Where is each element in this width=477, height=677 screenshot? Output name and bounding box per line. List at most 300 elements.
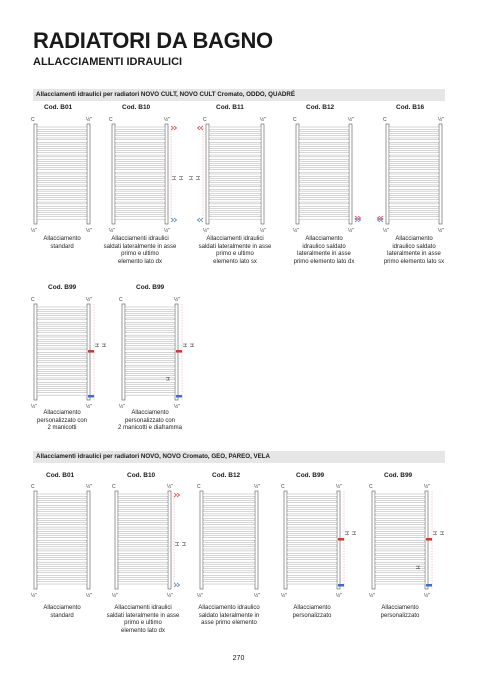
side-tube-left: [34, 491, 37, 589]
radiator-bar: [118, 512, 168, 514]
radiator-bar: [37, 393, 87, 395]
radiator-bar: [203, 582, 255, 584]
label-half-bottom-right: ½": [86, 228, 92, 234]
radiator-bar: [287, 551, 337, 553]
item-code: Cod. B10: [127, 472, 156, 479]
radiator-bar: [375, 503, 425, 505]
radiator-bar: [115, 217, 165, 219]
item-code: Cod. B12: [212, 472, 241, 479]
radiator-bar: [375, 582, 425, 584]
radiator-bar: [37, 140, 87, 142]
height-label: H: [433, 531, 439, 536]
radiator-bar: [115, 136, 165, 138]
radiator-bar: [203, 555, 255, 557]
radiator-bar: [115, 183, 165, 185]
radiator-bar: [125, 328, 175, 330]
radiator-bar: [203, 547, 255, 549]
radiator-bar: [37, 320, 87, 322]
height-label: H: [175, 542, 181, 546]
item-caption: Allacciamento personalizzato con 2 manicotti: [36, 410, 88, 431]
radiator-bar: [209, 153, 261, 155]
radiator-bar: [125, 367, 175, 369]
label-half-top: ½": [254, 484, 260, 490]
radiator-bar: [209, 187, 261, 189]
radiator-bar: [375, 555, 425, 557]
item-code: Cod. B99: [136, 284, 165, 291]
radiator-bar: [299, 191, 349, 193]
label-c: C: [119, 297, 123, 303]
radiator-bar: [375, 520, 425, 522]
label-c: C: [31, 117, 35, 123]
radiator-bar: [287, 555, 337, 557]
radiator-bar: [118, 551, 168, 553]
radiator-bar: [375, 507, 425, 509]
label-half-top: ½": [348, 117, 354, 123]
radiator-bar: [287, 542, 337, 544]
radiator-bar: [287, 568, 337, 570]
item-caption: Allacciamento idraulico saldato lateralmente in asse primo elemento lato dx: [293, 236, 355, 265]
radiator-bar: [299, 208, 349, 210]
radiator-bar: [37, 131, 87, 133]
radiator-bar: [203, 516, 255, 518]
radiator-bar: [209, 136, 261, 138]
radiator-bar: [203, 573, 255, 575]
label-half-bottom-right: ½": [254, 593, 260, 599]
radiator-bar: [37, 516, 87, 518]
radiator-bar: [209, 157, 261, 159]
height-label: H: [416, 565, 422, 570]
radiator-bar: [287, 582, 337, 584]
radiator-bar: [118, 568, 168, 570]
radiator-bar: [299, 212, 349, 214]
radiator-bar: [203, 551, 255, 553]
hot-manifold: [426, 538, 432, 541]
item-code: Cod. B99: [48, 284, 77, 291]
radiator-bar: [209, 140, 261, 142]
height-label: H: [166, 376, 172, 381]
radiator-bar: [125, 311, 175, 313]
section-heading-1: Allacciamenti idraulici per radiatori NOVO CULT, NOVO CULT Cromato, ODDO, QUADRÉ: [33, 89, 445, 101]
label-c: C: [203, 117, 207, 123]
radiator-bar: [389, 148, 439, 150]
radiator-bar: [125, 363, 175, 365]
item-caption: Allacciamenti idraulici saldati lateralmente in asse primo e ultimo elemento lato dx: [103, 236, 177, 265]
radiator-bar: [37, 157, 87, 159]
radiator-bar: [37, 148, 87, 150]
label-half-bottom-left: ½": [197, 593, 203, 599]
radiator-bar: [37, 354, 87, 356]
radiator-bar: [375, 494, 425, 496]
cold-arrow-icon: [174, 583, 177, 587]
radiator-bar: [37, 564, 87, 566]
hot-manifold: [176, 350, 182, 353]
item-caption: Allacciamenti idraulici saldati lateralmente in asse primo e ultimo elemento lato dx: [106, 605, 180, 634]
cold-arrow-icon: [174, 218, 177, 222]
radiator-bar: [37, 573, 87, 575]
radiator-bar: [125, 320, 175, 322]
radiator-bar: [203, 520, 255, 522]
cold-manifold: [176, 395, 182, 398]
cold-manifold: [338, 584, 344, 587]
radiator-bar: [287, 538, 337, 540]
page-title: RADIATORI DA BAGNO: [33, 28, 273, 53]
radiator-bar: [37, 551, 87, 553]
radiator-bar: [37, 178, 87, 180]
radiator-bar: [287, 529, 337, 531]
label-c: C: [281, 484, 285, 490]
hot-arrow-icon: [201, 126, 204, 130]
height-label: H: [172, 176, 178, 180]
item-caption: Allacciamento personalizzato con 2 manicotti e diaframma: [117, 410, 183, 431]
cold-arrow-icon: [171, 218, 174, 222]
side-tube-left: [372, 491, 375, 589]
radiator-bar: [37, 380, 87, 382]
label-half-top: ½": [336, 484, 342, 490]
page-subtitle: ALLACCIAMENTI IDRAULICI: [33, 56, 183, 68]
radiator-bar: [287, 520, 337, 522]
section-heading-2: Allacciamenti idraulici per radiatori NOVO, NOVO Cromato, GEO, PAREO, VELA: [33, 451, 445, 463]
radiator-bar: [203, 507, 255, 509]
item-code: Cod. B11: [216, 104, 244, 111]
label-c: C: [31, 297, 35, 303]
radiator-bar: [115, 204, 165, 206]
radiator-bar: [375, 516, 425, 518]
radiator-bar: [37, 337, 87, 339]
radiator-bar: [125, 341, 175, 343]
hot-arrow-icon: [171, 126, 174, 130]
radiator-bar: [299, 127, 349, 129]
radiator-bar: [389, 217, 439, 219]
hot-arrow-icon: [174, 493, 177, 497]
label-c: C: [293, 117, 297, 123]
radiator-bar: [118, 538, 168, 540]
radiator-bar: [389, 208, 439, 210]
radiator-bar: [203, 529, 255, 531]
radiator-bar: [203, 538, 255, 540]
radiator-bar: [125, 307, 175, 309]
radiator-bar: [375, 533, 425, 535]
radiator-bar: [37, 512, 87, 514]
radiator-bar: [115, 170, 165, 172]
item-code: Cod. B16: [396, 104, 425, 111]
radiator-bar: [118, 498, 168, 500]
radiator-bar: [299, 153, 349, 155]
radiator-bar: [299, 131, 349, 133]
radiator-bar: [299, 195, 349, 197]
radiator-bar: [37, 170, 87, 172]
radiator-bar: [37, 376, 87, 378]
item-caption: Allacciamento personalizzato: [292, 605, 332, 619]
radiator-bar: [115, 144, 165, 146]
radiator-bar: [37, 350, 87, 352]
side-tube-right: [261, 124, 264, 224]
radiator-bar: [37, 498, 87, 500]
item-caption: Allacciamento personalizzato: [380, 605, 420, 619]
side-tube-left: [206, 124, 209, 224]
radiator-bar: [209, 131, 261, 133]
height-label: H: [95, 343, 101, 348]
radiator-bar: [37, 174, 87, 176]
radiator-bar: [299, 136, 349, 138]
side-tube-right: [87, 491, 90, 589]
radiator-bar: [37, 503, 87, 505]
radiator-bar: [389, 187, 439, 189]
radiator-bar: [299, 170, 349, 172]
radiator-bar: [115, 161, 165, 163]
radiator-bar: [37, 525, 87, 527]
label-half-bottom-left: ½": [293, 228, 299, 234]
radiator-bar: [389, 161, 439, 163]
cold-manifold: [88, 395, 94, 398]
radiator-bar: [299, 165, 349, 167]
radiator-bar: [389, 127, 439, 129]
radiator-bar: [115, 157, 165, 159]
radiator-bar: [125, 388, 175, 390]
radiator-bar: [118, 547, 168, 549]
radiator-bar: [389, 144, 439, 146]
label-c: C: [197, 484, 201, 490]
radiator-bar: [299, 187, 349, 189]
radiator-bar: [299, 204, 349, 206]
hot-manifold: [88, 350, 94, 353]
radiator-bar: [209, 208, 261, 210]
label-half-bottom-right: ½": [424, 593, 430, 599]
radiator-bar: [209, 191, 261, 193]
side-tube-right: [87, 124, 90, 224]
radiator-bar: [375, 542, 425, 544]
radiator-bar: [37, 136, 87, 138]
label-half-bottom-left: ½": [112, 593, 118, 599]
radiator-bar: [115, 200, 165, 202]
radiator-bar: [115, 140, 165, 142]
label-half-bottom-left: ½": [31, 228, 37, 234]
item-caption: Allacciamento standard: [43, 605, 81, 619]
radiator-bar: [209, 183, 261, 185]
radiator-bar: [115, 148, 165, 150]
side-tube-right: [165, 124, 168, 224]
radiator-bar: [287, 525, 337, 527]
radiator-bar: [299, 148, 349, 150]
height-label: H: [189, 176, 195, 180]
cold-arrow-icon: [198, 218, 201, 222]
radiator-bar: [299, 200, 349, 202]
radiator-bar: [115, 131, 165, 133]
radiator-bar: [375, 547, 425, 549]
radiator-bar: [209, 165, 261, 167]
radiator-bar: [37, 533, 87, 535]
radiator-bar: [118, 555, 168, 557]
height-label: H: [183, 343, 189, 348]
height-label: H: [179, 176, 185, 180]
radiator-bar: [389, 191, 439, 193]
item-code: Cod. B99: [384, 472, 413, 479]
label-half-bottom-left: ½": [369, 593, 375, 599]
radiator-bar: [125, 346, 175, 348]
label-c: C: [109, 117, 113, 123]
hot-manifold: [338, 538, 344, 541]
label-half-bottom-left: ½": [31, 404, 37, 410]
radiator-bar: [37, 529, 87, 531]
radiator-bar: [37, 212, 87, 214]
radiator-bar: [37, 183, 87, 185]
radiator-bar: [125, 350, 175, 352]
label-half-bottom-left: ½": [281, 593, 287, 599]
radiator-bar: [118, 516, 168, 518]
radiator-bar: [203, 542, 255, 544]
radiator-bar: [203, 533, 255, 535]
label-half-bottom-right: ½": [336, 593, 342, 599]
label-half-bottom-left: ½": [109, 228, 115, 234]
radiator-bar: [37, 582, 87, 584]
radiator-bar: [209, 148, 261, 150]
radiator-bar: [37, 538, 87, 540]
radiator-bar: [389, 174, 439, 176]
side-tube-left: [122, 304, 125, 400]
radiator-bar: [37, 341, 87, 343]
radiator-bar: [389, 153, 439, 155]
radiator-bar: [118, 577, 168, 579]
radiator-bar: [389, 157, 439, 159]
radiator-bar: [287, 503, 337, 505]
side-tube-left: [200, 491, 203, 589]
radiator-bar: [118, 503, 168, 505]
label-half-bottom-left: ½": [119, 404, 125, 410]
radiator-bar: [375, 498, 425, 500]
radiator-bar: [375, 538, 425, 540]
radiator-bar: [37, 577, 87, 579]
side-tube-left: [112, 124, 115, 224]
radiator-bar: [37, 384, 87, 386]
radiator-bar: [287, 498, 337, 500]
radiator-bar: [209, 178, 261, 180]
radiator-bar: [118, 542, 168, 544]
side-tube-right: [439, 124, 442, 224]
item-code: Cod. B99: [296, 472, 325, 479]
side-tube-left: [284, 491, 287, 589]
label-c: C: [31, 484, 35, 490]
height-label: H: [102, 343, 108, 348]
label-half-bottom-right: ½": [86, 404, 92, 410]
label-half-bottom-right: ½": [164, 228, 170, 234]
label-half-top: ½": [167, 484, 173, 490]
label-half-top: ½": [86, 484, 92, 490]
radiator-bar: [209, 212, 261, 214]
label-c: C: [369, 484, 373, 490]
radiator-bar: [125, 354, 175, 356]
radiator-bar: [125, 384, 175, 386]
height-label: H: [352, 531, 358, 536]
label-half-bottom-left: ½": [203, 228, 209, 234]
radiator-bar: [389, 178, 439, 180]
hot-arrow-icon: [174, 126, 177, 130]
radiator-bar: [389, 183, 439, 185]
label-half-bottom-right: ½": [167, 593, 173, 599]
radiator-bar: [37, 153, 87, 155]
radiator-bar: [115, 212, 165, 214]
label-half-top: ½": [174, 297, 180, 303]
radiator-bar: [37, 316, 87, 318]
cold-manifold: [426, 584, 432, 587]
radiator-bar: [37, 520, 87, 522]
radiator-bar: [37, 555, 87, 557]
radiator-bar: [375, 529, 425, 531]
radiator-bar: [209, 170, 261, 172]
item-caption: Allacciamento standard: [43, 236, 81, 250]
radiator-bar: [37, 358, 87, 360]
label-half-top: ½": [86, 117, 92, 123]
radiator-bar: [118, 507, 168, 509]
radiator-bar: [115, 208, 165, 210]
radiator-bar: [118, 525, 168, 527]
radiator-bar: [115, 195, 165, 197]
label-half-bottom-right: ½": [348, 228, 354, 234]
radiator-bar: [299, 144, 349, 146]
radiator-bar: [203, 498, 255, 500]
radiator-bar: [125, 333, 175, 335]
radiator-bar: [389, 140, 439, 142]
radiator-bar: [375, 551, 425, 553]
radiator-bar: [37, 311, 87, 313]
side-tube-left: [115, 491, 118, 589]
label-c: C: [383, 117, 387, 123]
label-half-top: ½": [260, 117, 266, 123]
height-label: H: [190, 343, 196, 348]
radiator-bar: [115, 187, 165, 189]
radiator-bar: [118, 529, 168, 531]
radiator-bar: [203, 568, 255, 570]
radiator-bar: [287, 494, 337, 496]
radiator-bar: [209, 195, 261, 197]
label-half-bottom-left: ½": [383, 228, 389, 234]
radiator-bar: [209, 200, 261, 202]
radiator-bar: [37, 547, 87, 549]
radiator-bar: [37, 333, 87, 335]
item-caption: Allacciamenti idraulici saldati lateralmente in asse primo e ultimo elemento lato sx: [198, 236, 272, 265]
side-tube-left: [386, 124, 389, 224]
radiator-bar: [287, 560, 337, 562]
radiator-bar: [37, 144, 87, 146]
radiator-bar: [37, 195, 87, 197]
radiator-bar: [209, 217, 261, 219]
radiator-bar: [125, 393, 175, 395]
radiator-bar: [287, 577, 337, 579]
radiator-bar: [37, 542, 87, 544]
radiator-bar: [115, 178, 165, 180]
radiator-bar: [287, 512, 337, 514]
radiator-bar: [37, 568, 87, 570]
radiator-bar: [299, 183, 349, 185]
radiator-bar: [299, 157, 349, 159]
radiator-bar: [299, 174, 349, 176]
item-code: Cod. B01: [46, 472, 75, 479]
radiator-bar: [299, 217, 349, 219]
side-tube-left: [296, 124, 299, 224]
radiator-bar: [389, 131, 439, 133]
radiator-bar: [37, 346, 87, 348]
radiator-bar: [37, 165, 87, 167]
radiator-bar: [287, 516, 337, 518]
radiator-bar: [375, 560, 425, 562]
radiator-bar: [287, 573, 337, 575]
radiator-bar: [389, 204, 439, 206]
radiator-bar: [118, 573, 168, 575]
radiator-bar: [115, 191, 165, 193]
side-tube-right: [349, 124, 352, 224]
radiator-bar: [203, 564, 255, 566]
radiator-bar: [203, 503, 255, 505]
radiator-bar: [37, 507, 87, 509]
side-tube-left: [34, 124, 37, 224]
